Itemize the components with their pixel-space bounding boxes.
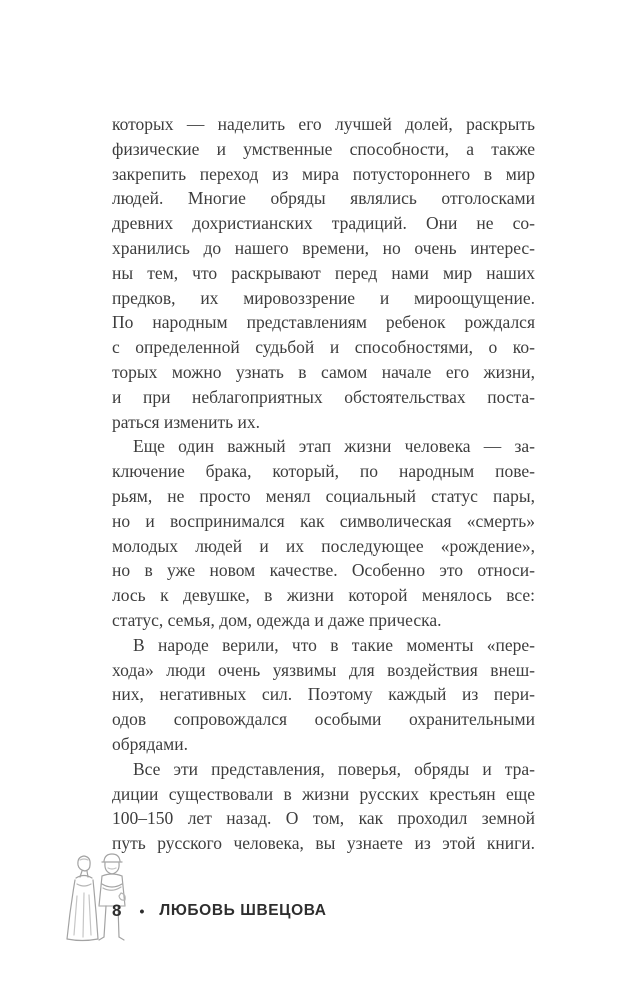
text-line: но в уже новом качестве. Особенно это относи- (112, 560, 535, 581)
page-footer (112, 901, 327, 921)
running-title: ЛЮБОВЬ ШВЕЦОВА (159, 902, 327, 919)
text-line: В народе верили, что в такие моменты «пере- (133, 634, 535, 655)
text-line: молодых людей и их последующее «рождение», (112, 535, 535, 556)
text-line: древних дохристианских традиций. Они не со- (112, 213, 535, 234)
text-line: ключение брака, который, по народным пове- (112, 461, 535, 482)
text-line: диции существовали в жизни русских крестьян еще (112, 783, 535, 804)
text-line: торых можно узнать в самом начале его жизни, (112, 361, 535, 382)
text-line: По народным представлениям ребенок рождался (112, 312, 535, 333)
text-line: Еще один важный этап жизни человека — за- (133, 436, 535, 457)
text-line: хода» люди очень уязвимы для воздействия внеш- (112, 659, 535, 680)
text-line: Все эти представления, поверья, обряды и тра- (133, 758, 535, 779)
text-line: 100–150 лет назад. О том, как проходил земной (112, 808, 535, 829)
body-text (112, 112, 535, 856)
text-line: рьям, не просто менял социальный статус пары, (112, 485, 535, 506)
text-line: с определенной судьбой и способностями, о ко- (112, 337, 535, 358)
text-line: но и воспринимался как символическая «смерть» (112, 510, 535, 531)
text-line: предков, их мировоззрение и мироощущение. (112, 287, 535, 308)
text-line: физические и умственные способности, а также (112, 138, 535, 159)
text-line: путь русского человека, вы узнаете из этой книги. (112, 833, 535, 854)
text-line: них, негативных сил. Поэтому каждый из пери- (112, 684, 535, 705)
text-line: которых — наделить его лучшей долей, раскрыть (112, 114, 535, 134)
text-line: лось к девушке, в жизни которой менялось все: (112, 585, 535, 606)
page-number: 8 (112, 901, 122, 920)
text-line: людей. Многие обряды являлись отголосками (112, 188, 535, 209)
text-line: закрепить переход из мира потустороннего в мир (112, 163, 535, 184)
text-line: одов сопровождался особыми охранительными (112, 709, 535, 730)
text-line: раться изменить их. (112, 411, 260, 432)
text-line: хранились до нашего времени, но очень интерес- (112, 237, 535, 258)
text-line: статус, семья, дом, одежда и даже прическа. (112, 609, 442, 630)
text-line: и при неблагоприятных обстоятельствах поста- (112, 386, 535, 407)
peasant-couple-illustration (58, 851, 138, 946)
text-line: ны тем, что раскрывают перед нами мир наших (112, 262, 535, 283)
text-line: обрядами. (112, 733, 188, 754)
footer-separator-dot: • (139, 903, 145, 919)
